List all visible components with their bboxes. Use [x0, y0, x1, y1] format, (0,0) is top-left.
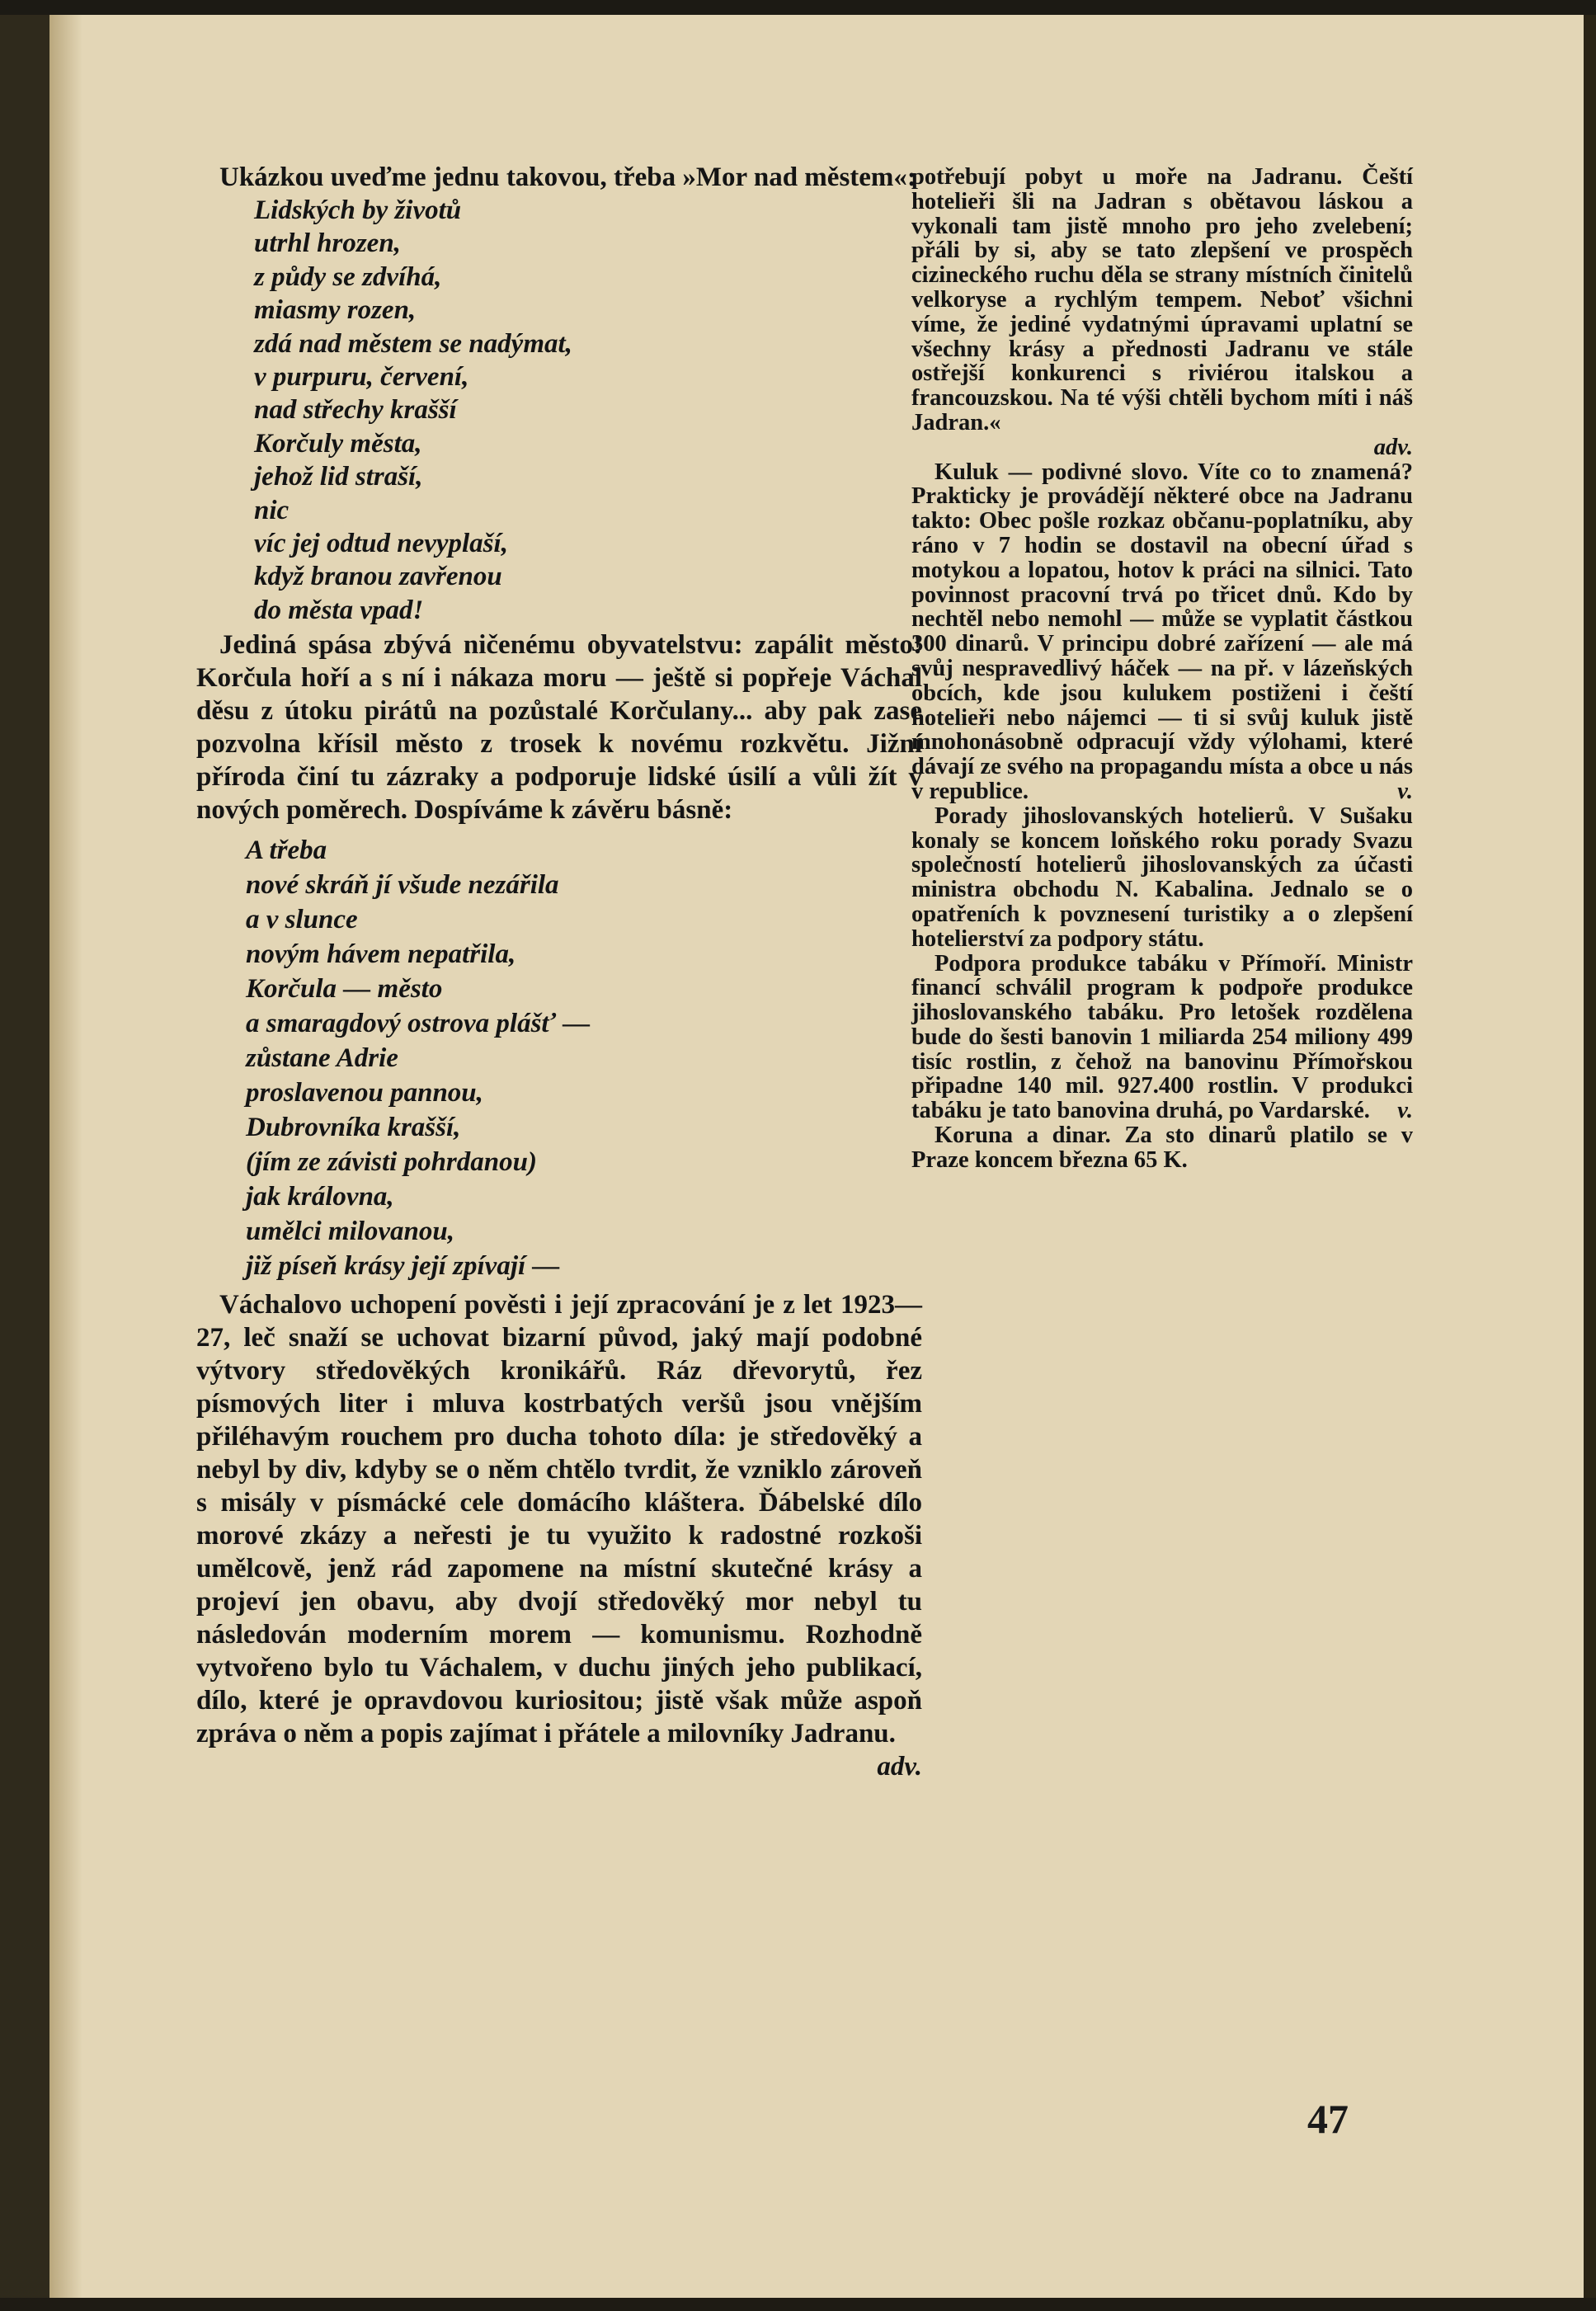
left-column	[196, 161, 922, 1783]
koruna-text: Za sto dinarů platilo se v Praze koncem března 65 K.	[911, 1123, 1414, 1173]
hoteliers-signature-line	[911, 435, 1413, 460]
kuluk-news-item	[911, 460, 1413, 804]
kuluk-signature: v.	[1397, 778, 1413, 804]
scan-border-top	[0, 0, 1596, 15]
right-column	[911, 165, 1413, 1173]
porady-heading: Porady jihoslovanských hotelierů.	[935, 802, 1294, 829]
verse-line: Dubrovníka krašší,	[246, 1113, 461, 1143]
verse-line: nové skráň jí všude nezářila	[246, 870, 559, 901]
verse-line: utrhl hrozen,	[254, 228, 401, 259]
verse-line: a v slunce	[246, 905, 358, 935]
verse-line: jehož lid straší,	[254, 462, 423, 492]
author-signature: adv.	[877, 1752, 922, 1782]
scan-border-left	[0, 0, 49, 2311]
verse-line: do města vpad!	[254, 595, 424, 625]
verse-line: když branou zavřenou	[254, 562, 502, 592]
verse-line: umělci milovanou,	[246, 1217, 455, 1247]
kuluk-heading: Kuluk	[935, 459, 999, 485]
hoteliers-signature: adv.	[1373, 434, 1413, 460]
verse-line: proslavenou pannou,	[246, 1078, 483, 1108]
verse-line: v purpuru, červení,	[254, 362, 469, 393]
tabak-heading: Podpora produkce tabáku v Přímoří.	[935, 950, 1327, 977]
verse-line: zůstane Adrie	[246, 1043, 398, 1074]
verse-line: a smaragdový ostrova plášť —	[246, 1009, 591, 1039]
verse-line: jak královna,	[246, 1182, 394, 1212]
porady-news-item	[911, 804, 1413, 952]
verse-line: A třeba	[246, 835, 327, 866]
verse-line: zdá nad městem se nadýmat,	[254, 328, 572, 359]
verse-line: nic	[254, 495, 290, 525]
page-number: 47	[1307, 2096, 1349, 2142]
tabak-text: Ministr financí schválil program k podpoře produkce jihoslovanského tabáku. Pro letošek rozdělena bude do šesti banovin 1 miliarda 254 miliony 499 tisíc rostlin, z čehož na banovinu Přímořskou připadne 140 mil. 927.400 rostlin. V produkci tabáku je tato banovina druhá, po Vardarské.	[911, 950, 1413, 1124]
poem-excerpt-2	[246, 833, 922, 1283]
porady-text: V Sušaku konaly se koncem loňského roku porady Svazu společností hotelierů jihoslovanských za účasti ministra obchodu N. Kabalina. Jednalo se o opatřeních k povznesení turistiky a o zlepšení hotelierství za podpory státu.	[911, 802, 1413, 952]
verse-line: Korčuly města,	[254, 428, 422, 459]
commentary-paragraph	[196, 1288, 922, 1783]
scan-border-bottom	[0, 2298, 1596, 2311]
verse-line: nad střechy krašší	[254, 395, 457, 426]
verse-line: Korčula — město	[246, 974, 443, 1005]
page-gutter-shadow	[49, 15, 82, 2298]
poem-excerpt-1	[254, 194, 922, 627]
verse-line: víc jej odtud nevyplaší,	[254, 529, 508, 559]
verse-line: již píseň krásy její zpívají —	[246, 1251, 560, 1282]
verse-line: miasmy rozen,	[254, 295, 417, 326]
hoteliers-paragraph: potřebují pobyt u moře na Jadranu. Čeští hotelieři šli na Jadran s obětavou láskou a vykonali tam jistě mnoho pro jeho zvelebení; přáli by si, aby se tato zlepšení ve prospěch cizineckého ruchu děla se strany místních činitelů velkoryse a rychlým tempem. Neboť všichni víme, že jediné vydatnými úpravami uplatní se všechny krásy a přednosti Jadranu ve stále ostřejší konkurenci s riviérou italskou a francouzskou. Na té výši chtěli bychom míti i náš Jadran.«	[911, 164, 1413, 435]
koruna-heading: Koruna a dinar.	[935, 1123, 1111, 1149]
story-paragraph: Jediná spása zbývá ničenému obyvatelstvu: zapálit město! Korčula hoří a s ní i nákaza moru — ještě si popřeje Váchal děsu z útoku pirátů na pozůstalé Korčulany... aby pak zase pozvolna křísil město z trosek k novému rozkvětu. Jižní příroda činí tu zázraky a podporuje lidské úsilí a vůli žít v nových poměrech. Dospíváme k závěru básně:	[196, 630, 922, 826]
kuluk-text: — podivné slovo. Víte co to znamená? Prakticky je provádějí některé obce na Jadranu takto: Obec pošle rozkaz občanu-poplatníku, aby ráno v 7 hodin se dostavil na obecní úřad s motykou a lopatou, hotov k práci na silnici. Tato povinnost pracovní trvá po třicet dnů. Kdo by nechtěl nebo nemohl — může se vyplatit částkou 300 dinarů. V principu dobré zařízení — ale má svůj nespravedlivý háček — na př. v lázeňských obcích, kde jsou kulukem postiženi i čeští hotelieři nebo nájemci — ti si svůj kuluk jistě mnohonásobně odpracují vždy výlohami, které dávají ze svého na propagandu místa a obce u nás v republice.	[911, 459, 1413, 804]
commentary-text: Váchalovo uchopení pověsti i její zpracování je z let 1923—27, leč snaží se uchovat bizarní původ, jaký mají podobné výtvory středověkých kronikářů. Ráz dřevorytů, řez písmových liter i mluva kostrbatých veršů jsou vnějším přiléhavým rouchem pro ducha tohoto díla: je středověký a nebyl by div, kdyby se o něm chtělo tvrdit, že vzniklo zároveň s misály v písmácké cele domácího kláštera. Ďábelské dílo morové zkázy a neřesti je tu využito k radostné rozkoši umělcově, jenž rád zapomene na místní skutečné krásy a projeví jen obavu, aby dvojí středověký mor nebyl tu následován moderním morem — komunismu. Rozhodně vytvořeno bylo tu Váchalem, v duchu jiných jeho publikací, dílo, které je opravdovou kuriositou; jistě však může aspoň zpráva o něm a popis zajímat i přátele a milovníky Jadranu.	[196, 1290, 922, 1749]
intro-paragraph: Ukázkou uveďme jednu takovou, třeba »Mor nad městem«:	[219, 162, 916, 192]
tabak-news-item	[911, 952, 1413, 1124]
tabak-signature: v.	[1397, 1098, 1413, 1124]
verse-line: Lidských by životů	[254, 195, 462, 225]
verse-line: z půdy se zdvíhá,	[254, 261, 442, 292]
koruna-news-item	[911, 1123, 1413, 1173]
verse-line: novým hávem nepatřila,	[246, 939, 516, 970]
verse-line: (jím ze závisti pohrdanou)	[246, 1147, 537, 1178]
